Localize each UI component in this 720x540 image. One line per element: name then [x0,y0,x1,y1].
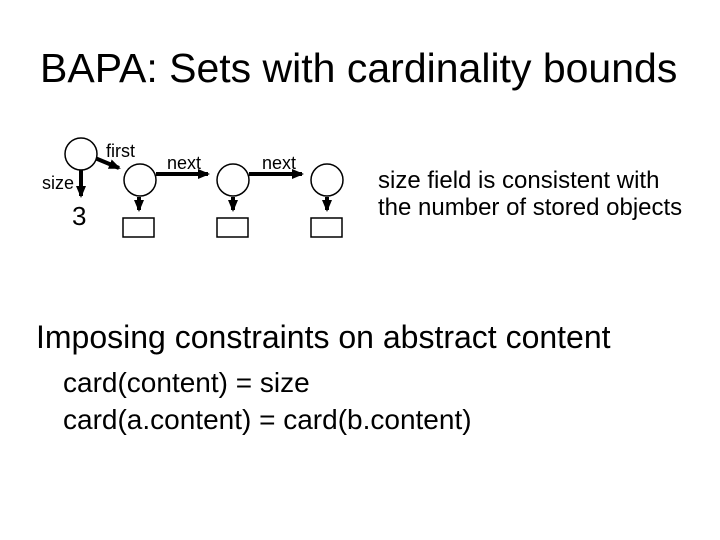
size-consistency-note [378,167,682,221]
cardinality-formula-1: card(content) = size [63,367,310,398]
first-field-label: first [106,141,135,161]
next-field-label-2: next [262,153,297,173]
object-box-2 [217,218,248,237]
node-circle-1 [124,164,156,196]
size-value: 3 [72,201,87,231]
node-circle-2 [217,164,249,196]
object-box-3 [311,218,342,237]
slide-title: BAPA: Sets with cardinality bounds [40,45,678,91]
note-line-2: the number of stored objects [378,194,683,221]
list-header-circle [65,138,97,170]
cardinality-formula-2: card(a.content) = card(b.content) [63,404,472,435]
size-field-label: size [42,173,75,193]
note-line-1: size field is consistent with [378,167,660,194]
constraints-heading: Imposing constraints on abstract content [36,319,611,355]
node-circle-3 [311,164,343,196]
next-field-label-1: next [167,153,202,173]
object-box-1 [123,218,154,237]
